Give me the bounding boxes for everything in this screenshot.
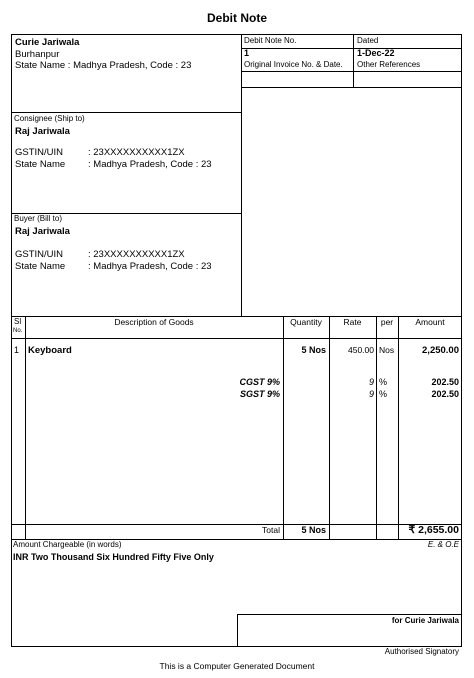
col-rate-header: Rate bbox=[343, 317, 362, 327]
seller-state: State Name : Madhya Pradesh, Code : 23 bbox=[15, 60, 192, 71]
consignee-gstin-value: : 23XXXXXXXXXX1ZX bbox=[88, 147, 185, 158]
total-label: Total bbox=[262, 525, 280, 535]
col-amount-header: Amount bbox=[415, 317, 445, 327]
consignee-state-value: : Madhya Pradesh, Code : 23 bbox=[88, 159, 212, 170]
col-sl-header: Sl bbox=[14, 317, 22, 326]
dated-value: 1-Dec-22 bbox=[357, 48, 395, 58]
buyer-state-label: State Name bbox=[15, 261, 66, 272]
item-description: Keyboard bbox=[28, 345, 72, 356]
tax-name: SGST 9% bbox=[239, 389, 280, 399]
original-invoice-label: Original Invoice No. & Date. bbox=[244, 60, 343, 69]
buyer-gstin-label: GSTIN/UIN bbox=[15, 249, 64, 260]
authorised-signatory-label: Authorised Signatory bbox=[384, 647, 459, 656]
consignee-name: Raj Jariwala bbox=[15, 126, 70, 137]
tax-name: CGST 9% bbox=[239, 377, 280, 387]
tax-amount: 202.50 bbox=[431, 389, 459, 399]
seller-city: Burhanpur bbox=[15, 49, 60, 60]
total-quantity: 5 Nos bbox=[301, 525, 326, 535]
col-per-header: per bbox=[380, 317, 394, 327]
consignee-label: Consignee (Ship to) bbox=[14, 114, 85, 123]
debit-note-no-value: 1 bbox=[244, 48, 250, 58]
tax-rate: 9 bbox=[368, 377, 374, 387]
item-per: Nos bbox=[379, 345, 395, 355]
consignee-gstin-label: GSTIN/UIN bbox=[15, 147, 64, 158]
eoe-label: E. & O.E bbox=[427, 540, 459, 549]
consignee-state-label: State Name bbox=[15, 159, 66, 170]
debit-note-no-label: Debit Note No. bbox=[244, 36, 297, 45]
document-title: Debit Note bbox=[207, 11, 267, 25]
amount-words-text: INR Two Thousand Six Hundred Fifty Five Only bbox=[13, 552, 214, 562]
buyer-label: Buyer (Bill to) bbox=[14, 214, 63, 223]
dated-label: Dated bbox=[357, 36, 379, 45]
other-references-label: Other References bbox=[357, 60, 421, 69]
col-description-header: Description of Goods bbox=[114, 317, 194, 327]
tax-rate: 9 bbox=[368, 389, 374, 399]
footer-note: This is a Computer Generated Document bbox=[159, 661, 315, 671]
item-sl: 1 bbox=[14, 345, 20, 355]
tax-per: % bbox=[379, 377, 388, 387]
col-sl-no-header: No. bbox=[13, 328, 23, 334]
col-quantity-header: Quantity bbox=[290, 317, 322, 327]
seller-name: Curie Jariwala bbox=[15, 37, 80, 48]
amount-words-label: Amount Chargeable (in words) bbox=[13, 540, 122, 549]
tax-per: % bbox=[379, 389, 388, 399]
buyer-name: Raj Jariwala bbox=[15, 226, 70, 237]
item-rate: 450.00 bbox=[348, 345, 374, 355]
buyer-gstin-value: : 23XXXXXXXXXX1ZX bbox=[88, 249, 185, 260]
item-quantity: 5 Nos bbox=[301, 345, 326, 355]
signature-for-line: for Curie Jariwala bbox=[391, 616, 459, 625]
tax-amount: 202.50 bbox=[431, 377, 459, 387]
total-amount: ₹ 2,655.00 bbox=[408, 524, 459, 536]
buyer-state-value: : Madhya Pradesh, Code : 23 bbox=[88, 261, 212, 272]
item-amount: 2,250.00 bbox=[422, 345, 459, 356]
